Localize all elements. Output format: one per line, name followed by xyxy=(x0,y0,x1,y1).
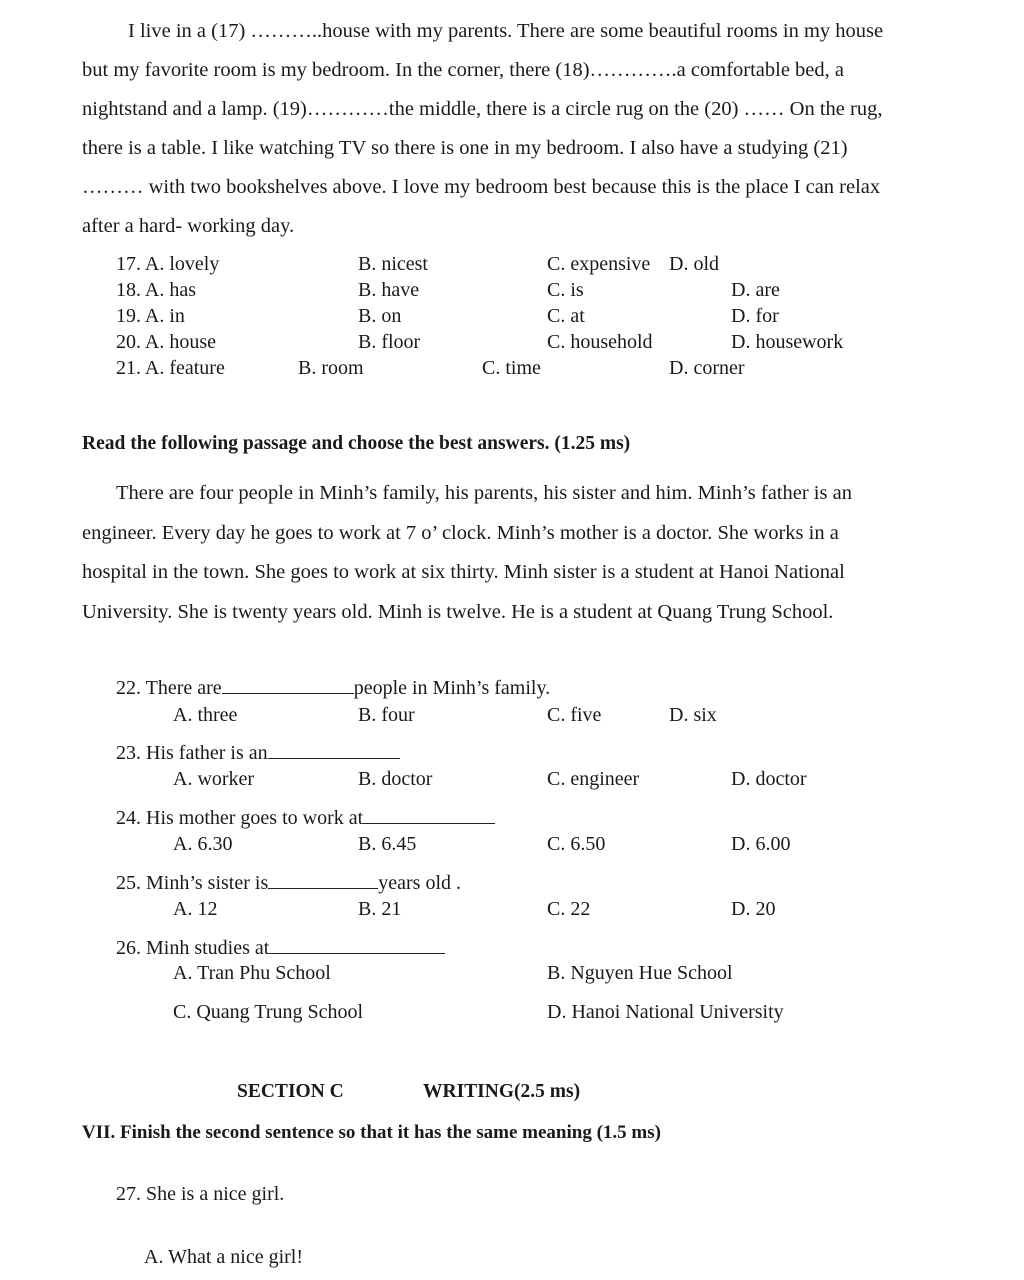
q25-stem-start: 25. Minh’s sister is xyxy=(116,872,269,894)
q23-option-a: A. worker xyxy=(173,768,255,790)
q23-option-d: D. doctor xyxy=(731,768,807,790)
q21-option-b: B. room xyxy=(298,357,364,379)
q23-answer-blank xyxy=(268,742,400,759)
passage-1-line-2: but my favorite room is my bedroom. In the corner, there (18)………….a comfortable bed, a xyxy=(82,59,845,81)
section-c-title: SECTION C xyxy=(237,1081,344,1102)
q26-option-b: B. Nguyen Hue School xyxy=(547,962,733,984)
q27-stem: 27. She is a nice girl. xyxy=(116,1183,285,1205)
q23-option-c: C. engineer xyxy=(547,768,640,790)
task-7-heading: VII. Finish the second sentence so that it has the same meaning (1.5 ms) xyxy=(82,1122,661,1143)
q24-stem-text: 24. His mother goes to work at xyxy=(116,807,364,829)
q26-option-c: C. Quang Trung School xyxy=(173,1001,364,1023)
passage-1 xyxy=(82,12,966,246)
q18-option-b: B. have xyxy=(358,279,420,301)
q26-stem xyxy=(116,937,445,960)
q18-option-a: 18. A. has xyxy=(116,279,196,301)
q27-answer: A. What a nice girl! xyxy=(144,1246,304,1268)
q21-option-c: C. time xyxy=(482,357,541,379)
q20-option-c: C. household xyxy=(547,331,653,353)
q25-option-d: D. 20 xyxy=(731,898,776,920)
q26-answer-blank xyxy=(269,937,445,954)
q25-stem xyxy=(116,872,461,895)
q22-answer-blank xyxy=(222,677,354,694)
q22-stem-start: 22. There are xyxy=(116,677,222,699)
passage-2 xyxy=(82,474,966,632)
q19-option-b: B. on xyxy=(358,305,402,327)
q24-option-a: A. 6.30 xyxy=(173,833,233,855)
q21-option-d: D. corner xyxy=(669,357,745,379)
passage-1-line-3: nightstand and a lamp. (19)…………the middle, there is a circle rug on the (20) …… On the rug, xyxy=(82,98,883,120)
q25-option-c: C. 22 xyxy=(547,898,591,920)
q22-stem-end: people in Minh’s family. xyxy=(353,677,551,699)
writing-title: WRITING(2.5 ms) xyxy=(423,1081,581,1102)
q24-option-b: B. 6.45 xyxy=(358,833,417,855)
passage-1-line-1: I live in a (17) ………..house with my parents. There are some beautiful rooms in my house xyxy=(128,20,884,42)
q17-option-b: B. nicest xyxy=(358,253,428,275)
passage-2-line-1: There are four people in Minh’s family, his parents, his sister and him. Minh’s father is an xyxy=(116,482,852,504)
q24-option-d: D. 6.00 xyxy=(731,833,791,855)
q22-stem xyxy=(116,677,550,700)
passage-2-line-3: hospital in the town. She goes to work at six thirty. Minh sister is a student at Hanoi National xyxy=(82,561,845,583)
passage-2-line-2: engineer. Every day he goes to work at 7 o’ clock. Minh’s mother is a doctor. She works in a xyxy=(82,521,839,544)
reading-section-heading: Read the following passage and choose the best answers. (1.25 ms) xyxy=(82,433,631,454)
q20-option-a: 20. A. house xyxy=(116,331,216,353)
q23-stem xyxy=(116,742,400,765)
q25-option-a: A. 12 xyxy=(173,898,218,920)
q26-option-d: D. Hanoi National University xyxy=(547,1001,784,1023)
q20-option-d: D. housework xyxy=(731,331,844,353)
q20-option-b: B. floor xyxy=(358,331,421,353)
q19-option-d: D. for xyxy=(731,305,779,327)
q18-option-d: D. are xyxy=(731,279,780,301)
q18-option-c: C. is xyxy=(547,279,584,301)
q19-option-a: 19. A. in xyxy=(116,305,185,327)
q22-option-c: C. five xyxy=(547,704,602,726)
q25-answer-blank xyxy=(268,872,378,889)
q21-option-a: 21. A. feature xyxy=(116,357,225,379)
q25-stem-end: years old . xyxy=(378,872,462,894)
passage-1-line-6: after a hard- working day. xyxy=(82,215,295,237)
q24-answer-blank xyxy=(363,807,495,824)
q17-option-a: 17. A. lovely xyxy=(116,253,220,275)
q23-stem-text: 23. His father is an xyxy=(116,742,268,764)
passage-1-line-4: there is a table. I like watching TV so there is one in my bedroom. I also have a studying (21) xyxy=(82,137,848,159)
q22-option-d: D. six xyxy=(669,704,717,726)
q23-option-b: B. doctor xyxy=(358,768,433,790)
q25-option-b: B. 21 xyxy=(358,898,402,920)
q24-stem xyxy=(116,807,495,830)
q26-option-a: A. Tran Phu School xyxy=(173,962,331,984)
q22-option-a: A. three xyxy=(173,704,238,726)
q22-option-b: B. four xyxy=(358,704,415,726)
q26-stem-text: 26. Minh studies at xyxy=(116,937,270,959)
q24-option-c: C. 6.50 xyxy=(547,833,606,855)
q17-option-c: C. expensive xyxy=(547,253,651,275)
q17-option-d: D. old xyxy=(669,253,719,275)
q19-option-c: C. at xyxy=(547,305,585,327)
passage-1-line-5: ……… with two bookshelves above. I love my bedroom best because this is the place I can relax xyxy=(82,176,881,198)
passage-2-line-4: University. She is twenty years old. Minh is twelve. He is a student at Quang Trung School. xyxy=(82,600,834,623)
